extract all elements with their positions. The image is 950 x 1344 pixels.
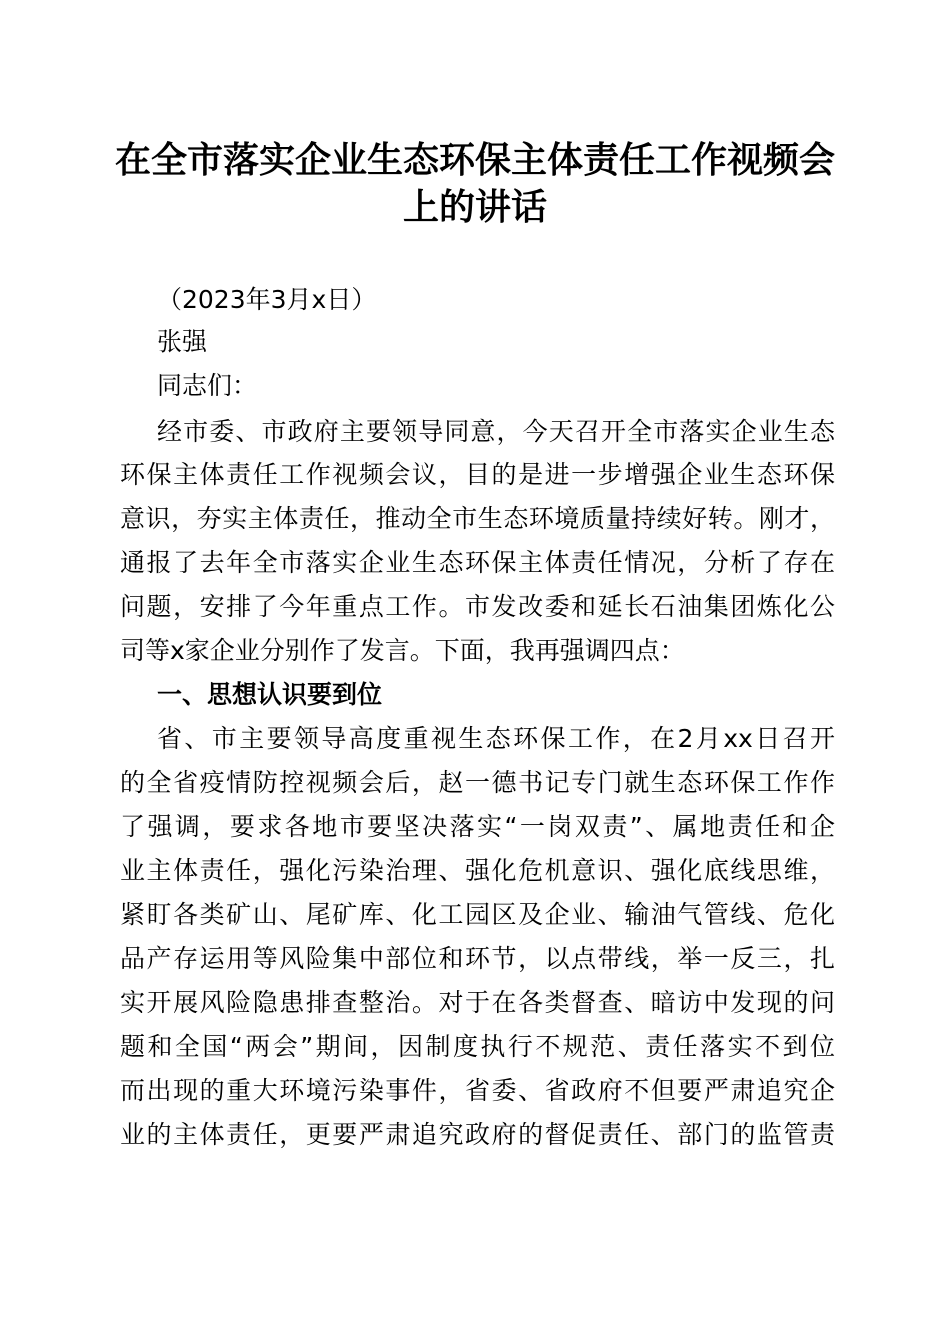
paragraph-line: 通报了去年全市落实企业生态环保主体责任情况，分析了存在 [120,548,835,577]
section-heading: 一、思想认识要到位 [157,680,383,709]
paragraph-line: 省、市主要领导高度重视生态环保工作，在2月xx日召开 [157,724,835,753]
paragraph-line: 紧盯各类矿山、尾矿库、化工园区及企业、输油气管线、危化 [120,900,835,929]
paragraph-line: 环保主体责任工作视频会议，目的是进一步增强企业生态环保 [120,460,835,489]
salutation: 同志们： [157,371,258,400]
paragraph-line: 题和全国“两会”期间，因制度执行不规范、责任落实不到位 [120,1032,835,1061]
document-title-line-2: 上的讲话 [402,186,547,228]
paragraph-line: 实开展风险隐患排查整治。对于在各类督查、暗访中发现的问 [120,988,835,1017]
speech-date: （2023年3月x日） [157,285,377,314]
paragraph-line: 司等x家企业分别作了发言。下面，我再强调四点： [120,636,685,665]
paragraph-line: 了强调，要求各地市要坚决落实“一岗双责”、属地责任和企 [120,812,835,841]
paragraph-line: 业的主体责任，更要严肃追究政府的督促责任、部门的监管责 [120,1120,835,1149]
paragraph-line: 经市委、市政府主要领导同意，今天召开全市落实企业生态 [157,417,835,446]
paragraph-line: 而出现的重大环境污染事件，省委、省政府不但要严肃追究企 [120,1076,835,1105]
paragraph-line: 业主体责任，强化污染治理、强化危机意识、强化底线思维， [120,856,835,885]
paragraph-line: 品产存运用等风险集中部位和环节，以点带线，举一反三，扎 [120,944,835,973]
paragraph-line: 的全省疫情防控视频会后，赵一德书记专门就生态环保工作作 [120,768,835,797]
paragraph-line: 意识，夯实主体责任，推动全市生态环境质量持续好转。刚才， [120,504,835,533]
speaker-name: 张强 [157,327,208,356]
paragraph-line: 问题，安排了今年重点工作。市发改委和延长石油集团炼化公 [120,592,835,621]
document-title-line-1: 在全市落实企业生态环保主体责任工作视频会 [114,139,835,181]
